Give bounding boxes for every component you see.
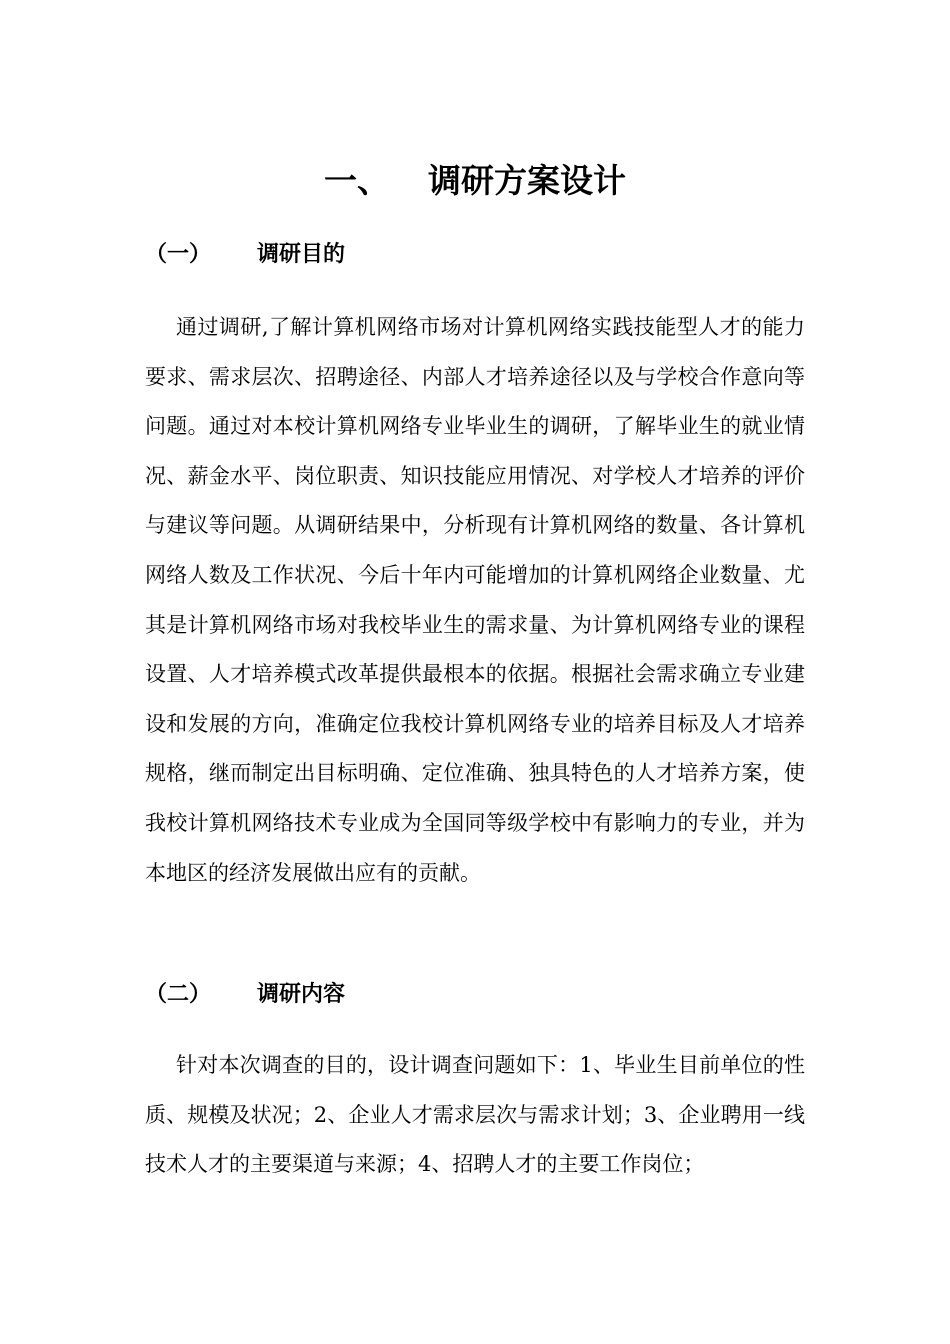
section-heading-content: [145, 978, 345, 1012]
section-title: 调研内容: [257, 982, 346, 1007]
section-paragraph-purpose: 通过调研,了解计算机网络市场对计算机网络实践技能型人才的能力要求、需求层次、招聘途径、内部人才培养途径以及与学校合作意向等问题。通过对本校计算机网络专业毕业生的调研，了解毕业生的就业情况、薪金水平、岗位职责、知识技能应用情况、对学校人才培养的评价与建议等问题。从调研结果中，分析现有计算机网络的数量、各计算机网络人数及工作状况、今后十年内可能增加的计算机网络企业数量、尤其是计算机网络市场对我校毕业生的需求量、为计算机网络专业的课程设置、人才培养模式改革提供最根本的依据。根据社会需求确立专业建设和发展的方向，准确定位我校计算机网络专业的培养目标及人才培养规格，继而制定出目标明确、定位准确、独具特色的人才培养方案，使我校计算机网络技术专业成为全国同等级学校中有影响力的专业，并为本地区的经济发展做出应有的贡献。: [145, 315, 805, 885]
section-paragraph-content: 针对本次调查的目的，设计调查问题如下：1、毕业生目前单位的性质、规模及状况；2、企业人才需求层次与需求计划；3、企业聘用一线技术人才的主要渠道与来源；4、招聘人才的主要工作岗位；: [145, 1053, 805, 1177]
chapter-title: [0, 155, 950, 207]
chapter-number: 一、: [324, 161, 390, 200]
chapter-title-text: 调研方案设计: [428, 161, 626, 200]
section-number: （一）: [145, 242, 212, 267]
section-title: 调研目的: [257, 242, 346, 267]
section-number: （二）: [145, 982, 212, 1007]
section-heading-purpose: [145, 238, 345, 272]
